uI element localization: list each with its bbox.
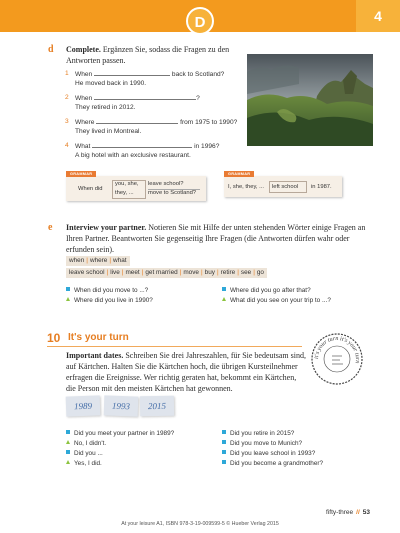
word-chip: go bbox=[256, 269, 264, 276]
grammar-col2-top: you, she, bbox=[115, 181, 139, 187]
section10-instruction bbox=[66, 350, 306, 394]
green-triangle-bullet bbox=[66, 460, 70, 464]
footer-separator: // bbox=[356, 509, 360, 516]
exercise-e-instruction bbox=[66, 222, 366, 255]
answer-blank[interactable] bbox=[94, 69, 170, 76]
grammar-col3-top: leave school? bbox=[148, 181, 184, 187]
word-row-question-words: when | where | what bbox=[66, 256, 130, 266]
word-chip: live bbox=[110, 269, 120, 276]
question-4 bbox=[65, 141, 220, 151]
question-3 bbox=[65, 117, 238, 127]
exercise-e-text: Notieren Sie mit Hilfe der unten stehenden Wörter einige Fragen an Ihren Partner. Beantworten Sie gegenseitig Ihre Fragen (die Antworten dürfen wahr oder erfunden sein). bbox=[66, 223, 366, 254]
blue-square-bullet bbox=[222, 450, 226, 454]
grammar-tag: GRAMMAR bbox=[66, 171, 96, 177]
your-turn-stamp bbox=[310, 332, 364, 386]
question-end: back to Scotland? bbox=[171, 71, 225, 78]
page-number: 53 bbox=[362, 509, 370, 516]
section-number: 10 bbox=[47, 331, 61, 345]
word-chip: move bbox=[183, 269, 199, 276]
exercise-d-instruction bbox=[66, 44, 246, 66]
section-divider bbox=[47, 346, 302, 347]
date-card: 1993 bbox=[104, 395, 139, 416]
imprint: At your leisure A1, ISBN 978-3-19-009599-5 © Hueber Verlag 2015 bbox=[121, 521, 279, 527]
blue-square-bullet bbox=[222, 460, 226, 464]
exercise-d-title: Complete. bbox=[66, 45, 101, 54]
question-2 bbox=[65, 93, 200, 103]
question-number: 4 bbox=[65, 142, 69, 149]
question-end: ? bbox=[196, 95, 200, 102]
green-triangle-bullet bbox=[66, 440, 70, 444]
grammar-verb: left school bbox=[272, 184, 299, 190]
example-question: Where did you live in 1990? bbox=[66, 297, 153, 305]
word-chip: meet bbox=[125, 269, 140, 276]
stamp-text: it's your turn it's your turn bbox=[313, 335, 361, 364]
chapter-tab: 4 bbox=[356, 0, 400, 32]
example-question: Where did you go after that? bbox=[222, 287, 311, 295]
blue-square-bullet bbox=[66, 287, 70, 291]
blue-square-bullet bbox=[222, 287, 226, 291]
example-question: What did you see on your trip to ...? bbox=[222, 297, 331, 305]
grammar-subject: I, she, they, ... bbox=[228, 184, 264, 190]
date-card: 2015 bbox=[140, 396, 174, 417]
dialogue-line: No, I didn't. bbox=[66, 440, 106, 448]
unit-badge: D bbox=[186, 7, 214, 35]
dialogue-line: Yes, I did. bbox=[66, 460, 102, 468]
word-chip: leave school bbox=[69, 269, 105, 276]
dialogue-line: Did you ... bbox=[66, 450, 103, 458]
word-chip: retire bbox=[220, 269, 236, 276]
dialogue-line: Did you move to Munich? bbox=[222, 440, 302, 448]
word-chip: where bbox=[89, 257, 108, 264]
section10-subtitle: Important dates. bbox=[66, 351, 124, 360]
answer-3: They lived in Montreal. bbox=[75, 128, 142, 135]
blue-square-bullet bbox=[66, 430, 70, 434]
exercise-e-letter: e bbox=[48, 222, 53, 233]
word-row-verbs: leave school | live | meet | get married | move | buy | retire | see | go bbox=[66, 268, 267, 278]
answer-4: A big hotel with an exclusive restaurant. bbox=[75, 152, 191, 159]
dialogue-line: Did you become a grandmother? bbox=[222, 460, 323, 468]
word-chip: what bbox=[113, 257, 127, 264]
word-chip: when bbox=[69, 257, 85, 264]
grammar-box-answers bbox=[224, 172, 342, 197]
exercise-d-letter: d bbox=[48, 44, 54, 55]
grammar-divider bbox=[148, 189, 200, 190]
question-end: from 1975 to 1990? bbox=[180, 119, 238, 126]
grammar-time: in 1987. bbox=[311, 184, 332, 190]
question-number: 3 bbox=[65, 118, 69, 125]
grammar-tag: GRAMMAR bbox=[224, 171, 254, 177]
word-chip: see bbox=[240, 269, 252, 276]
word-chip: buy bbox=[204, 269, 215, 276]
question-1 bbox=[65, 69, 225, 79]
grammar-box-questions bbox=[66, 172, 206, 201]
dialogue-line: Did you leave school in 1993? bbox=[222, 450, 315, 458]
question-start: When bbox=[75, 95, 93, 102]
page-word: fifty-three bbox=[326, 509, 354, 516]
word-chip: get married bbox=[145, 269, 178, 276]
question-start: Where bbox=[75, 119, 95, 126]
green-triangle-bullet bbox=[66, 297, 70, 301]
answer-blank[interactable] bbox=[94, 93, 196, 100]
dialogue-line: Did you retire in 2015? bbox=[222, 430, 294, 438]
grammar-col1: When did bbox=[78, 186, 103, 192]
question-number: 2 bbox=[65, 94, 69, 101]
section-title: It's your turn bbox=[68, 332, 129, 343]
question-start: When bbox=[75, 71, 93, 78]
answer-1: He moved back in 1990. bbox=[75, 80, 147, 87]
section10-text: Schreiben Sie drei Jahreszahlen, für Sie bedeutsam sind, auf Kärtchen. Halten Sie die Kärtchen hoch, die übrigen Kursteilnehmer erfragen die Ereignisse. Wer richtig geraten hat, bekommt ein Kärtchen, die Person mit den meisten Kärtchen hat gewonnen. bbox=[66, 351, 306, 393]
page-footer bbox=[326, 509, 370, 516]
exercise-d-text: Ergänzen Sie, sodass die Fragen zu den Antworten passen. bbox=[66, 45, 230, 65]
dialogue-line: Did you meet your partner in 1989? bbox=[66, 430, 174, 438]
blue-square-bullet bbox=[222, 430, 226, 434]
landscape-photo bbox=[247, 54, 373, 146]
blue-square-bullet bbox=[66, 450, 70, 454]
question-number: 1 bbox=[65, 70, 69, 77]
blue-square-bullet bbox=[222, 440, 226, 444]
date-card: 1989 bbox=[66, 395, 101, 416]
grammar-col2-bottom: they, ... bbox=[115, 190, 134, 196]
answer-blank[interactable] bbox=[96, 117, 178, 124]
grammar-col3-bottom: move to Scotland? bbox=[148, 190, 197, 196]
answer-2: They retired in 2012. bbox=[75, 104, 136, 111]
question-end: in 1996? bbox=[194, 143, 220, 150]
answer-blank[interactable] bbox=[92, 141, 192, 148]
example-question: When did you move to ...? bbox=[66, 287, 148, 295]
exercise-e-title: Interview your partner. bbox=[66, 223, 147, 232]
question-start: What bbox=[75, 143, 91, 150]
green-triangle-bullet bbox=[222, 297, 226, 301]
